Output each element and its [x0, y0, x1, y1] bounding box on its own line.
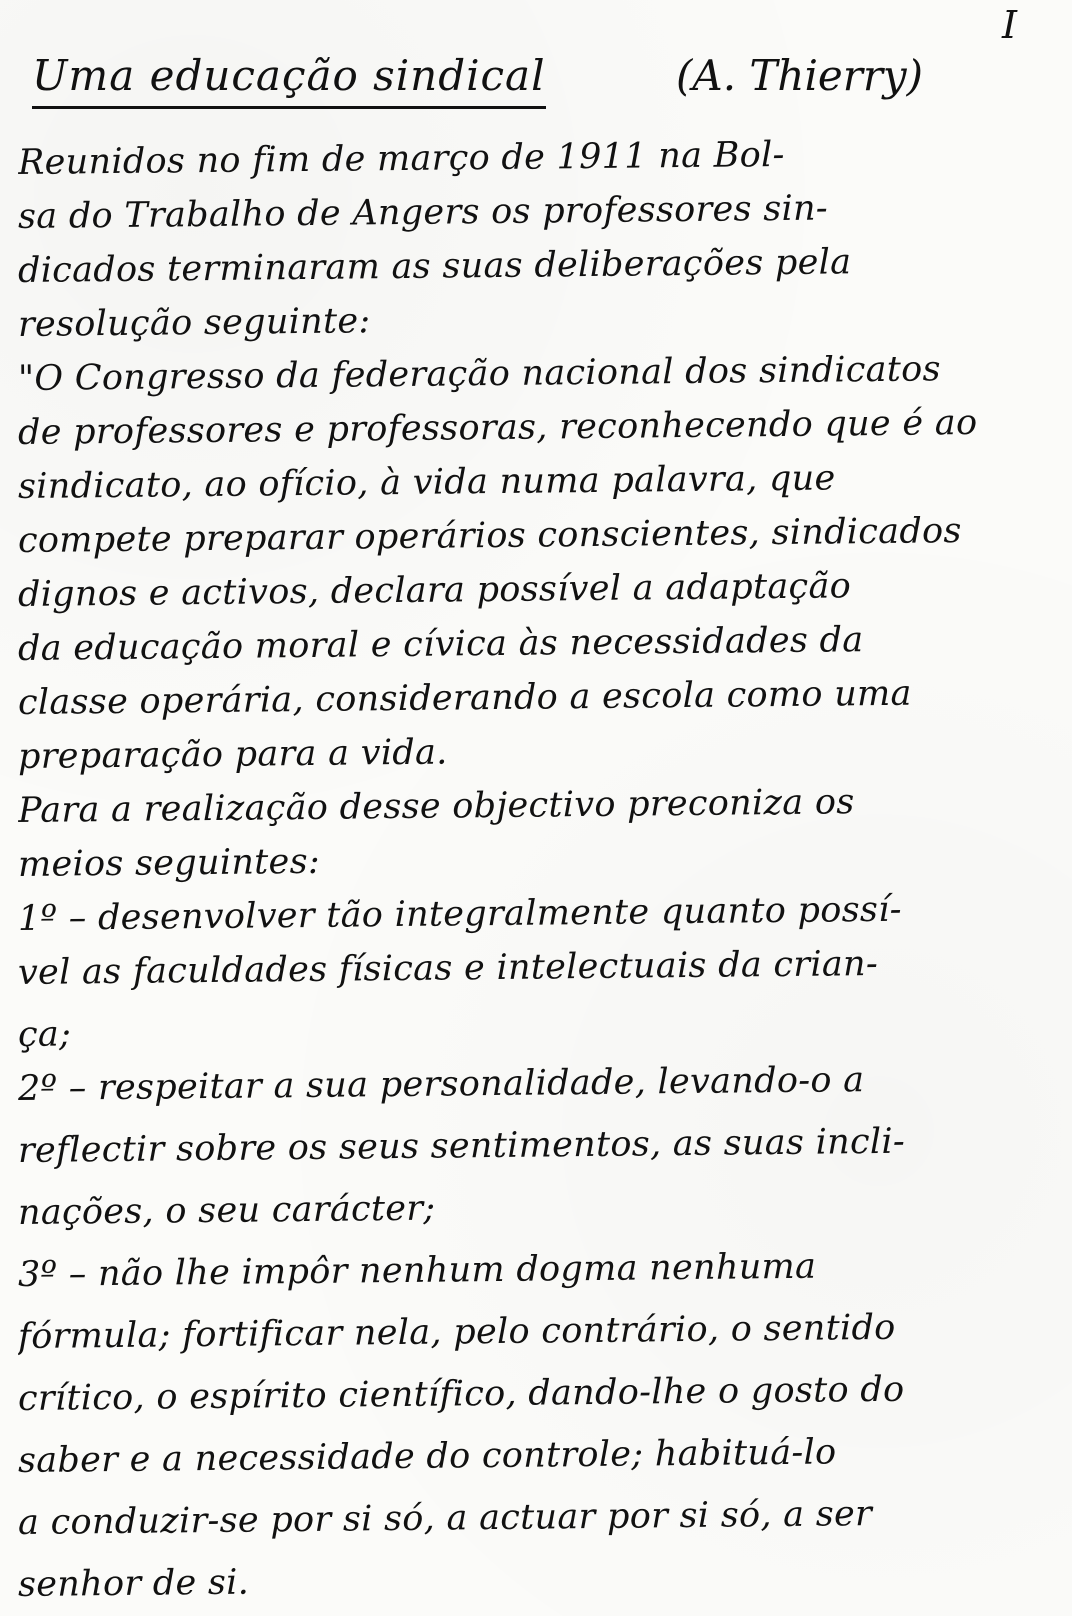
text-line: sa do Trabalho de Angers os professores sin-: [17, 188, 829, 237]
text-line: dicados terminaram as suas deliberações pela: [17, 242, 852, 291]
text-line: meios seguintes:: [17, 841, 321, 885]
text-line: senhor de si.: [17, 1562, 250, 1605]
text-line: sindicato, ao ofício, à vida numa palavra, que: [17, 458, 836, 507]
text-line: reflectir sobre os seus sentimentos, as suas incli-: [17, 1121, 906, 1171]
page-number: I: [1002, 3, 1018, 47]
text-line: saber e a necessidade do controle; habituá-lo: [17, 1432, 837, 1481]
text-line: da educação moral e cívica às necessidades da: [17, 620, 864, 669]
document-title: Uma educação sindical: [32, 46, 546, 109]
text-line: 1º – desenvolver tão integralmente quanto possí-: [17, 889, 902, 939]
text-line: dignos e activos, declara possível a adaptação: [17, 566, 852, 615]
text-line: fórmula; fortificar nela, pelo contrário, o sentido: [17, 1307, 896, 1357]
text-line: compete preparar operários conscientes, sindicados: [17, 511, 962, 561]
header: [32, 46, 1012, 116]
text-line: classe operária, considerando a escola como uma: [17, 673, 912, 723]
text-line: 3º – não lhe impôr nenhum dogma nenhuma: [17, 1246, 817, 1295]
text-line: vel as faculdades físicas e intelectuais da crian-: [17, 943, 879, 993]
text-line: preparação para a vida.: [17, 732, 448, 777]
text-line: crítico, o espírito científico, dando-lhe o gosto do: [17, 1369, 905, 1419]
text-line: Para a realização desse objectivo preconiza os: [17, 782, 855, 831]
text-line: resolução seguinte:: [17, 301, 371, 345]
author-attribution: (A. Thierry): [676, 51, 924, 100]
text-line: de professores e professoras, reconhecendo que é ao: [17, 402, 978, 453]
text-line: Reunidos no fim de março de 1911 na Bol-: [17, 134, 785, 183]
handwritten-body: [18, 136, 1058, 1612]
text-line: nações, o seu carácter;: [17, 1188, 436, 1233]
text-line: ça;: [17, 1014, 72, 1055]
text-line: a conduzir-se por si só, a actuar por si só, a ser: [17, 1494, 873, 1543]
text-line: "O Congresso da federação nacional dos sindicatos: [17, 349, 942, 399]
text-line: 2º – respeitar a sua personalidade, levando-o a: [17, 1060, 865, 1109]
